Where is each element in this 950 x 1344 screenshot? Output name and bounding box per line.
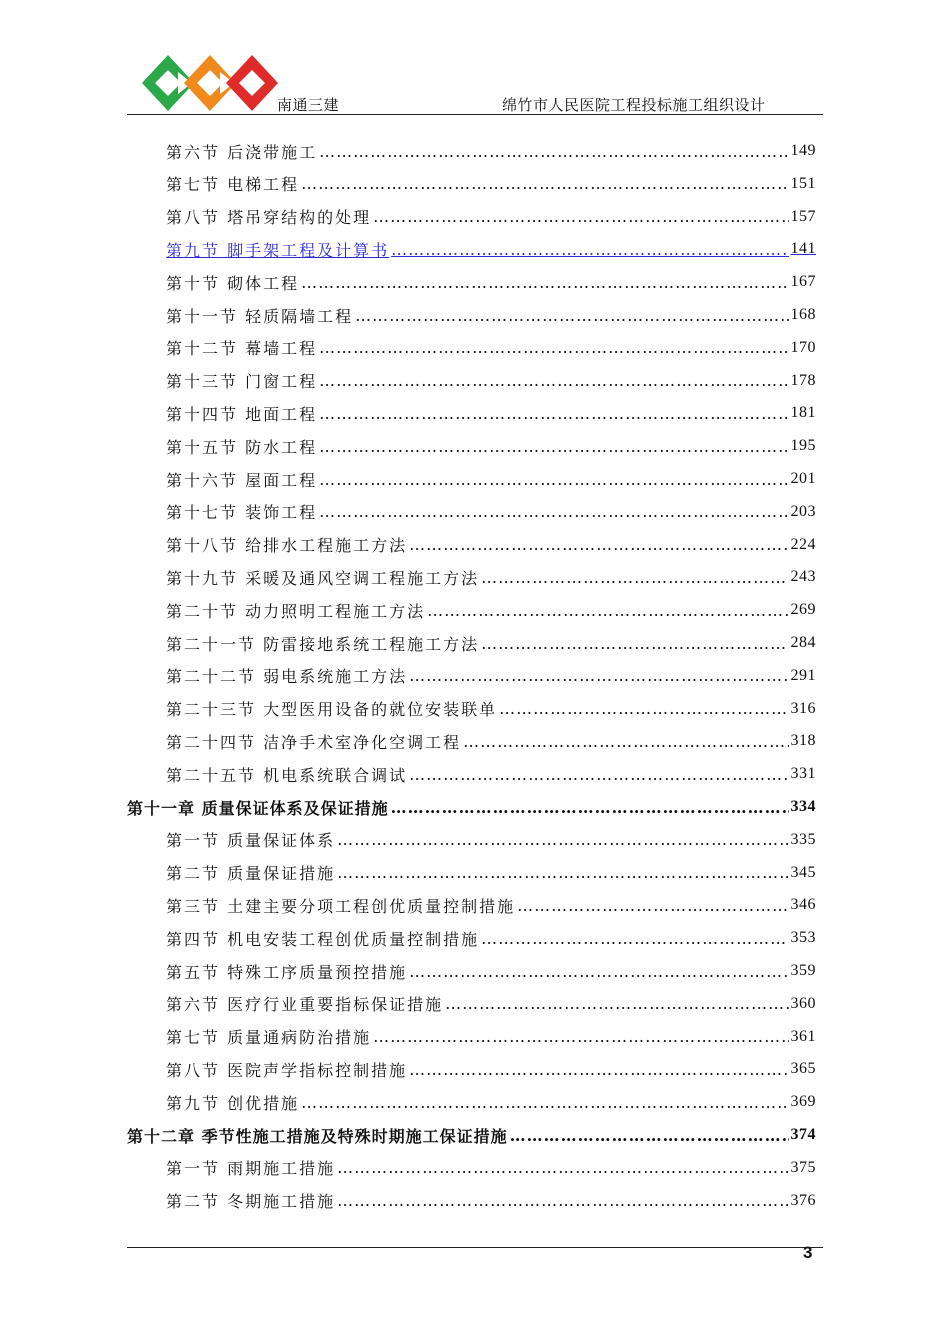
toc-dot-leader (409, 535, 788, 554)
toc-section-row[interactable] (166, 561, 816, 593)
toc-section-row[interactable] (166, 857, 816, 889)
toc-page-number: 359 (790, 962, 816, 979)
toc-section-row[interactable] (166, 463, 816, 495)
toc-page-number: 361 (790, 1027, 816, 1045)
toc-section-row[interactable] (166, 693, 816, 725)
toc-dot-leader (355, 306, 788, 325)
toc-dot-leader (481, 929, 788, 948)
toc-chapter-row[interactable] (127, 791, 816, 823)
toc-entry-title: 第七节 质量通病防治措施 (166, 1028, 372, 1048)
toc-dot-leader (463, 732, 788, 751)
toc-entry-title: 第二十四节 洁净手术室净化空调工程 (166, 732, 462, 752)
toc-dot-leader (409, 666, 788, 685)
toc-entry-title: 第十八节 给排水工程施工方法 (166, 536, 408, 556)
toc-entry-title: 第六节 后浇带施工 (166, 142, 318, 162)
toc-dot-leader (301, 1093, 788, 1112)
toc-dot-leader (373, 1027, 788, 1046)
toc-page-number: 374 (790, 1126, 816, 1143)
toc-section-row[interactable] (166, 1053, 816, 1085)
toc-section-row[interactable] (166, 889, 816, 921)
toc-dot-leader (499, 699, 788, 718)
toc-page-number: 168 (790, 306, 816, 323)
toc-page-number: 243 (790, 568, 816, 586)
toc-entry-title: 第三节 土建主要分项工程创优质量控制措施 (166, 896, 516, 916)
toc-section-row[interactable] (166, 135, 816, 167)
page-number: 3 (803, 1243, 813, 1262)
toc-entry-title: 第四节 机电安装工程创优质量控制措施 (166, 929, 480, 949)
toc-entry-title: 第二十一节 防雷接地系统工程施工方法 (166, 634, 480, 654)
toc-section-row[interactable] (166, 168, 816, 200)
toc-dot-leader (445, 994, 788, 1013)
toc-page-number: 360 (790, 994, 816, 1012)
footer-divider (127, 1247, 823, 1248)
toc-section-row[interactable] (166, 824, 816, 856)
toc-section-row[interactable] (166, 430, 816, 462)
toc-dot-leader (409, 1060, 788, 1079)
toc-section-row[interactable] (166, 1086, 816, 1118)
toc-entry-title: 第六节 医疗行业重要指标保证措施 (166, 995, 444, 1015)
toc-page-number: 178 (790, 371, 816, 389)
toc-page-number: 181 (790, 404, 816, 422)
toc-entry-title: 第十三节 门窗工程 (166, 372, 318, 392)
toc-dot-leader (319, 371, 788, 390)
toc-entry-title: 第八节 塔吊穿结构的处理 (166, 208, 372, 228)
toc-dot-leader (373, 207, 788, 226)
toc-section-row[interactable] (166, 594, 816, 626)
toc-section-row[interactable] (166, 660, 816, 692)
toc-page-number: 141 (790, 240, 816, 258)
toc-section-row[interactable] (166, 233, 816, 265)
toc-entry-title: 第十五节 防水工程 (166, 437, 318, 457)
toc-section-row[interactable] (166, 266, 816, 298)
header-company: 南通三建 (277, 96, 340, 114)
toc-dot-leader (301, 174, 788, 193)
toc-entry-title: 第十四节 地面工程 (166, 404, 318, 424)
header-document-title: 绵竹市人民医院工程投标施工组织设计 (502, 96, 766, 114)
toc-page-number: 151 (790, 174, 816, 192)
toc-page-number: 369 (790, 1093, 816, 1111)
toc-entry-title: 第九节 脚手架工程及计算书 (166, 240, 390, 260)
toc-page-number: 201 (790, 470, 816, 487)
toc-dot-leader (409, 765, 788, 784)
toc-section-row[interactable] (166, 201, 816, 233)
toc-page-number: 334 (790, 798, 816, 815)
toc-entry-title: 第二十二节 弱电系统施工方法 (166, 667, 408, 687)
toc-entry-title: 第十节 砌体工程 (166, 273, 300, 293)
toc-page-number: 346 (790, 896, 816, 914)
toc-page-number: 365 (790, 1060, 816, 1078)
logo-diamond-red (226, 55, 278, 111)
toc-dot-leader (319, 470, 788, 489)
toc-page-number: 195 (790, 437, 816, 455)
toc-dot-leader (510, 1126, 789, 1145)
toc-section-row[interactable] (166, 299, 816, 331)
toc-dot-leader (427, 601, 788, 620)
toc-dot-leader (319, 404, 788, 423)
toc-page-number: 269 (790, 601, 816, 619)
toc-section-row[interactable] (166, 988, 816, 1020)
toc-page-number: 149 (790, 142, 816, 159)
toc-entry-title: 第十二章 季节性施工措施及特殊时期施工保证措施 (127, 1126, 508, 1146)
toc-page-number: 335 (790, 830, 816, 848)
toc-entry-title: 第一节 雨期施工措施 (166, 1159, 336, 1179)
toc-entry-title: 第十一节 轻质隔墙工程 (166, 306, 354, 326)
header-divider (127, 114, 823, 115)
toc-dot-leader (337, 1191, 788, 1210)
toc-dot-leader (337, 830, 788, 849)
toc-page-number: 376 (790, 1191, 816, 1209)
toc-entry-title: 第七节 电梯工程 (166, 175, 300, 195)
toc-dot-leader (337, 1158, 788, 1177)
toc-dot-leader (319, 142, 788, 161)
toc-chapter-row[interactable] (127, 1119, 816, 1151)
toc-section-row[interactable] (166, 627, 816, 659)
toc-entry-title: 第二十五节 机电系统联合调试 (166, 765, 408, 785)
toc-section-row[interactable] (166, 725, 816, 757)
toc-page-number: 318 (790, 732, 816, 750)
toc-page-number: 157 (790, 207, 816, 225)
toc-page-number: 224 (790, 535, 816, 553)
toc-entry-title: 第二节 质量保证措施 (166, 864, 336, 884)
toc-entry-title: 第九节 创优措施 (166, 1093, 300, 1113)
toc-entry-title: 第五节 特殊工序质量预控措施 (166, 962, 408, 982)
toc-dot-leader (391, 798, 789, 817)
toc-entry-title: 第一节 质量保证体系 (166, 831, 336, 851)
toc-section-row[interactable] (166, 1152, 816, 1184)
toc-entry-title: 第十七节 装饰工程 (166, 503, 318, 523)
toc-dot-leader (391, 240, 788, 259)
toc-dot-leader (517, 896, 788, 915)
toc-page-number: 203 (790, 502, 816, 520)
toc-page-number: 316 (790, 699, 816, 717)
toc-dot-leader (409, 962, 788, 981)
toc-dot-leader (319, 437, 788, 456)
company-logo (140, 52, 280, 114)
toc-page-number: 167 (790, 273, 816, 291)
toc-dot-leader (481, 568, 788, 587)
toc-dot-leader (319, 502, 788, 521)
toc-page-number: 331 (790, 765, 816, 783)
toc-page-number: 284 (790, 634, 816, 651)
toc-section-row[interactable] (166, 496, 816, 528)
toc-entry-title: 第十九节 采暖及通风空调工程施工方法 (166, 568, 480, 588)
toc-section-row[interactable] (166, 365, 816, 397)
toc-entry-title: 第十一章 质量保证体系及保证措施 (127, 798, 389, 818)
toc-dot-leader (481, 634, 788, 653)
toc-section-row[interactable] (166, 922, 816, 954)
toc-page-number: 345 (790, 863, 816, 881)
toc-entry-title: 第二十节 动力照明工程施工方法 (166, 601, 426, 621)
toc-section-row[interactable] (166, 955, 816, 987)
toc-section-row[interactable] (166, 529, 816, 561)
toc-section-row[interactable] (166, 758, 816, 790)
toc-entry-title: 第十二节 幕墙工程 (166, 339, 318, 359)
toc-section-row[interactable] (166, 332, 816, 364)
toc-page-number: 375 (790, 1158, 816, 1176)
toc-section-row[interactable] (166, 397, 816, 429)
toc-dot-leader (319, 338, 788, 357)
toc-dot-leader (337, 863, 788, 882)
toc-entry-title: 第二节 冬期施工措施 (166, 1192, 336, 1212)
toc-section-row[interactable] (166, 1021, 816, 1053)
toc-page-number: 170 (790, 338, 816, 356)
toc-dot-leader (301, 273, 788, 292)
toc-entry-title: 第十六节 屋面工程 (166, 470, 318, 490)
toc-entry-title: 第八节 医院声学指标控制措施 (166, 1060, 408, 1080)
toc-section-row[interactable] (166, 1185, 816, 1217)
toc-page-number: 353 (790, 929, 816, 947)
toc-page-number: 291 (790, 666, 816, 684)
toc-entry-title: 第二十三节 大型医用设备的就位安装联单 (166, 700, 498, 720)
